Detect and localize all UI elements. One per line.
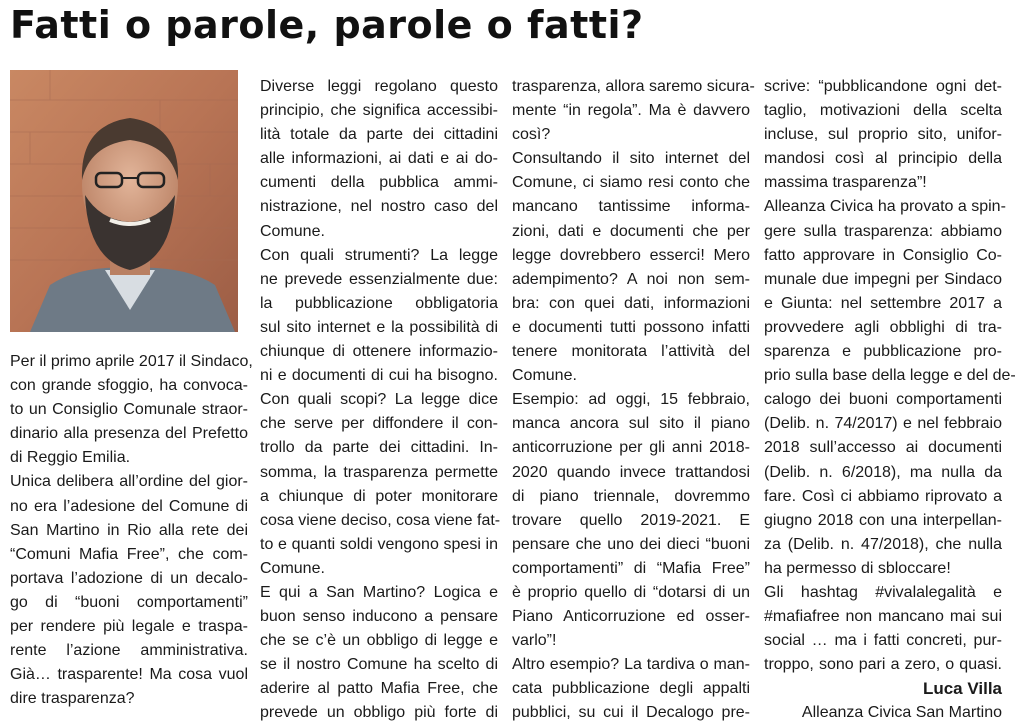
text-line: Per il primo aprile 2017 il Sindaco, [10, 353, 253, 370]
text-line: somma, la trasparenza permette [260, 463, 498, 481]
text-line: chiunque di ottenere informazio- [260, 343, 498, 361]
text-line: 2020 quando invece trattandosi [512, 463, 750, 481]
article-column-3 [512, 75, 755, 726]
text-line: la pubblicazione obbligatoria [260, 294, 498, 312]
text-line: Già… trasparente! Ma cosa vuol [10, 666, 248, 684]
text-line: zioni, dati e documenti che per [512, 222, 750, 240]
text-line: incluse, sul proprio sito, unifor- [764, 126, 1002, 144]
text-line: nistrazione, nel nostro caso del [260, 198, 498, 216]
text-line: bra: con quei dati, informazioni [512, 294, 750, 312]
text-line: #mafiafree non mancano mai sui [764, 608, 1002, 626]
text-line: e Giunta: nel settembre 2017 a [764, 294, 1002, 312]
text-line: prevede un obbligo più forte di [260, 704, 498, 722]
text-line: provvedere agli obblighi di tra- [764, 318, 1002, 336]
paragraph [764, 75, 1016, 726]
text-line: che serve per diffondere il con- [260, 415, 498, 433]
text-line: ne prevede essenzialmente due: [260, 270, 498, 288]
text-line: trasparenza, allora saremo sicura- [512, 78, 755, 95]
text-line: dinario alla presenza del Prefetto [10, 425, 248, 443]
text-line: adempimento? A noi non sem- [512, 270, 750, 288]
text-line: ni e documenti di cui ha bisogno. [260, 367, 498, 385]
text-line: Alleanza Civica ha provato a spin- [764, 198, 1006, 216]
text-line: se il nostro Comune ha scelto di [260, 656, 498, 674]
text-line: che se c’è un obbligo di legge e [260, 632, 498, 650]
text-line: fare. Così ci abbiamo riprovato a [764, 487, 1002, 505]
text-line: (Delib. n. 6/2018), ma nulla da [764, 463, 1002, 481]
text-line: Con quali scopi? La legge dice [260, 391, 498, 409]
text-line: tenere monitorata l’attività del [512, 343, 750, 361]
text-line: portava l’adozione di un decalo- [10, 569, 248, 587]
text-line: trovare quello 2019-2021. E [512, 511, 750, 529]
text-line: Esempio: ad oggi, 15 febbraio, [512, 391, 750, 409]
paragraph [260, 75, 501, 726]
text-line: di Reggio Emilia. [10, 449, 131, 467]
text-line: San Martino in Rio alla rete dei [10, 521, 248, 539]
text-line: Altro esempio? La tardiva o man- [512, 656, 750, 674]
text-line: sparenza e pubblicazione pro- [764, 343, 1002, 361]
text-line: gere sulla trasparenza: abbiamo [764, 222, 1002, 240]
author-photo [10, 70, 238, 332]
text-line: massima trasparenza”! [764, 174, 927, 192]
text-line: è proprio quello di “dotarsi di un [512, 583, 750, 601]
text-line: mente “in regola”. Ma è davvero [512, 102, 750, 120]
article-column-1 [10, 350, 253, 711]
text-line: mancano tantissime informa- [512, 198, 750, 216]
text-line: “Comuni Mafia Free”, che com- [10, 545, 248, 563]
text-line: manca ancora sul sito il piano [512, 415, 750, 433]
text-line: legge dovrebbero esserci! Mero [512, 246, 750, 264]
text-line: alle informazioni, ai dati e ai do- [260, 150, 498, 168]
text-line: mandosi così al principio della [764, 150, 1002, 168]
text-line: aderire al patto Mafia Free, che [260, 680, 498, 698]
text-line: Diverse leggi regolano questo [260, 78, 498, 95]
text-line: taglio, motivazioni della scelta [764, 102, 1002, 120]
text-line: dire trasparenza? [10, 690, 135, 708]
article-column-4 [764, 75, 1016, 726]
text-line: varlo”! [512, 632, 557, 650]
text-line: to un Consiglio Comunale straor- [10, 401, 248, 419]
author-name: Luca Villa [922, 679, 1002, 699]
text-line: lità totale da parte dei cittadini [260, 126, 498, 144]
text-line: Comune. [260, 222, 325, 240]
text-line: Comune. [260, 559, 325, 577]
text-line: rente l’azione amministrativa. [10, 642, 248, 660]
text-line: no era l’adesione del Comune di [10, 497, 248, 515]
text-line: cosa viene deciso, cosa viene fat- [260, 511, 501, 529]
text-line: munale due impegni per Sindaco [764, 270, 1002, 288]
text-line: cumenti della pubblica ammi- [260, 174, 498, 192]
text-line: Comune. [512, 367, 577, 385]
text-line: trollo da parte dei cittadini. In- [260, 439, 498, 457]
text-line: social … ma i fatti concreti, pur- [764, 632, 1002, 650]
article-title: Fatti o parole, parole o fatti? [10, 3, 644, 47]
text-line: con grande sfoggio, ha convoca- [10, 377, 248, 395]
text-line: calogo dei buoni comportamenti [764, 391, 1002, 409]
text-line: pubblici, su cui il Decalogo pre- [512, 704, 750, 722]
text-line: comportamenti” di “Mafia Free” [512, 559, 750, 577]
text-line: per rendere più legale e traspa- [10, 618, 248, 636]
text-line: pensare che uno dei dieci “buoni [512, 535, 750, 553]
text-line: fatto approvare in Consiglio Co- [764, 246, 1002, 264]
text-line: buon senso inducono a pensare [260, 608, 498, 626]
text-line: così? [512, 126, 551, 144]
text-line: Con quali strumenti? La legge [260, 246, 498, 264]
text-line: cata pubblicazione degli appalti [512, 680, 750, 698]
text-line: go di “buoni comportamenti” [10, 593, 248, 611]
author-organization: Alleanza Civica San Martino [801, 704, 1002, 722]
text-line: principio, che significa accessibi- [260, 102, 498, 120]
paragraph [10, 350, 253, 711]
text-line: Unica delibera all’ordine del gior- [10, 473, 248, 491]
text-line: 2018 sull’accesso ai documenti [764, 439, 1002, 457]
text-line: E qui a San Martino? Logica e [260, 583, 498, 601]
text-line: (Delib. n. 74/2017) e nel febbraio [764, 415, 1002, 433]
text-line: anticorruzione per gli anni 2018- [512, 439, 750, 457]
paragraph [512, 75, 755, 726]
text-line: sul sito internet e la possibilità di [260, 318, 498, 336]
text-line: a chiunque di poter monitorare [260, 487, 498, 505]
text-line: to e quanti soldi vengono spesi in [260, 535, 498, 553]
text-line: za (Delib. n. 47/2018), che nulla [764, 535, 1002, 553]
text-line: di piano triennale, dovremmo [512, 487, 750, 505]
text-line: e documenti tutti possono infatti [512, 318, 750, 336]
text-line: Piano Anticorruzione ed osser- [512, 608, 750, 626]
text-line: prio sulla base della legge e del de- [764, 367, 1016, 385]
text-line: Consultando il sito internet del [512, 150, 750, 168]
article-column-2 [260, 75, 501, 726]
text-line: ha permesso di sbloccare! [764, 559, 951, 577]
text-line: Gli hashtag #vivalalegalità e [764, 583, 1002, 601]
text-line: giugno 2018 con una interpellan- [764, 511, 1002, 529]
text-line: troppo, sono pari a zero, o quasi. [764, 656, 1002, 674]
text-line: scrive: “pubblicandone ogni det- [764, 78, 1002, 95]
text-line: Comune, ci siamo resi conto che [512, 174, 750, 192]
